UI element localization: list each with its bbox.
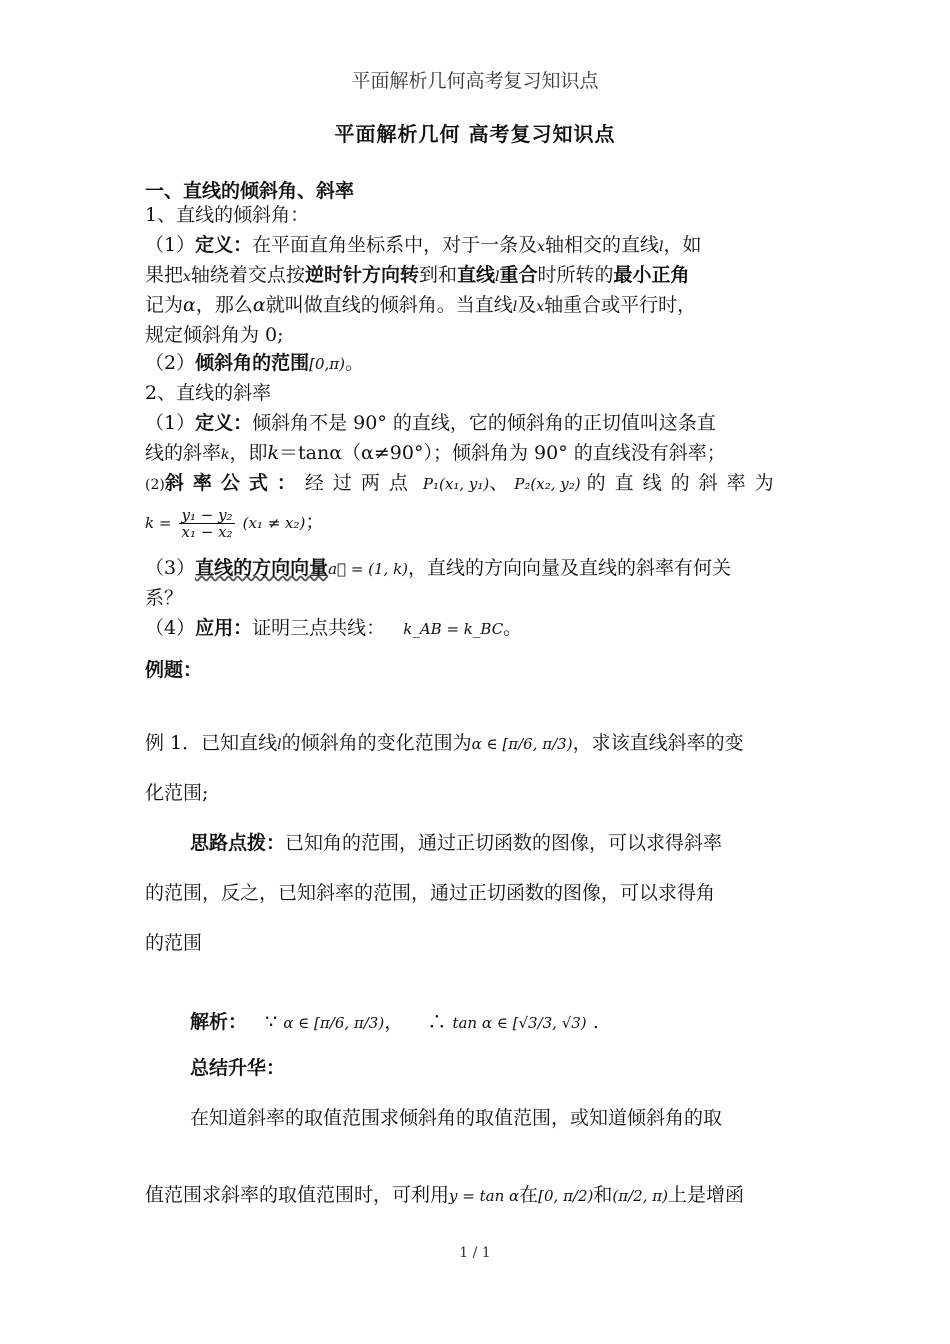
text: 、	[489, 472, 509, 494]
text: 线的斜率	[145, 442, 222, 464]
direction-vector-line-1	[145, 553, 731, 584]
definition-line-3	[145, 290, 696, 322]
math-tan-function: y = tan α	[449, 1187, 520, 1205]
math-l: l	[512, 299, 518, 315]
math-x: x	[537, 239, 546, 255]
document-title: 平面解析几何 高考复习知识点	[334, 122, 616, 146]
text: 到和	[418, 264, 457, 286]
bold-term: 解析：	[190, 1011, 248, 1033]
math-alpha: α	[252, 294, 266, 316]
math-point-p1: P₁(x₁, y₁)	[422, 475, 490, 493]
text: 时所转的	[537, 264, 614, 286]
example-1-line-1	[145, 728, 744, 760]
math-collinear: k_AB = k_BC	[403, 620, 504, 638]
therefore-symbol: ∴	[427, 1011, 447, 1033]
bold-term: 思路点拨：	[190, 832, 286, 854]
example-1-line-2: 化范围;	[145, 782, 209, 804]
item-number: (2)	[145, 477, 165, 493]
math-x: x	[536, 299, 545, 315]
slope-definition-line-1	[145, 408, 716, 438]
summary-label: 总结升华：	[190, 1057, 286, 1079]
text: 的倾斜角的变化范围为	[281, 732, 472, 754]
fraction-numerator: y₁ − y₂	[181, 505, 233, 524]
subheading-inclination: 1、直线的倾斜角：	[145, 204, 310, 226]
text: 及	[517, 294, 537, 316]
text: 。	[503, 617, 523, 639]
math-k: k	[267, 442, 280, 464]
text: ；	[305, 511, 325, 533]
text: .	[592, 1011, 599, 1033]
bold-term: 逆时针方向转	[304, 264, 419, 286]
text: 和	[593, 1184, 613, 1206]
bold-term: 斜率公式：	[164, 472, 305, 494]
math-k-equals: k =	[145, 514, 172, 532]
text: 经过两点	[304, 472, 417, 494]
text: 证明三点共线：	[252, 617, 386, 639]
text: 倾斜角不是 90° 的直线，它的倾斜角的正切值叫这条直	[252, 412, 716, 434]
because-symbol: ∵	[265, 1011, 278, 1033]
item-number: （1）	[145, 412, 196, 434]
text: ，直线的方向向量及直线的斜率有何关	[408, 557, 732, 579]
text: ，即	[229, 442, 268, 464]
summary-line-2	[145, 1180, 744, 1211]
text: 轴相交的直线	[545, 234, 660, 256]
slope-fraction	[179, 507, 234, 540]
math-alpha-range: α ∈ [π/6, π/3)	[283, 1014, 385, 1032]
page-header: 平面解析几何高考复习知识点	[351, 70, 599, 92]
bold-term: 应用：	[195, 617, 253, 639]
definition-line-4: 规定倾斜角为 0;	[145, 324, 284, 346]
inclination-range	[145, 348, 364, 379]
math-alpha: α	[183, 294, 196, 316]
math-l: l	[659, 239, 664, 255]
math-interval-1: [0, π/2)	[538, 1187, 594, 1205]
direction-vector-line-2: 系？	[145, 587, 184, 609]
text: 例 1．已知直线	[145, 732, 278, 754]
hint-line-3: 的范围	[145, 932, 203, 954]
text: 。	[344, 352, 364, 374]
item-number: （2）	[145, 352, 196, 374]
slope-definition-line-2	[145, 438, 726, 470]
examples-heading: 例题：	[145, 659, 203, 681]
definition-label: 定义：	[195, 234, 253, 256]
math-range: [0,π)	[309, 355, 345, 373]
hint-line-2: 的范围，反之，已知斜率的范围，通过正切函数的图像，可以求得角	[145, 882, 716, 904]
section-heading: 一、直线的倾斜角、斜率	[145, 180, 355, 202]
text: ，那么	[195, 294, 253, 316]
text: 就叫做直线的倾斜角。当直线	[265, 294, 513, 316]
item-number: （4）	[145, 617, 196, 639]
text: 果把	[145, 264, 184, 286]
hint-line-1	[190, 828, 722, 858]
summary-line-1: 在知道斜率的取值范围求倾斜角的取值范围，或知道倾斜角的取	[190, 1107, 723, 1129]
bold-term: 重合	[499, 264, 538, 286]
text: 值范围求斜率的取值范围时，可利用	[145, 1184, 450, 1206]
text: 已知角的范围，通过正切函数的图像，可以求得斜率	[285, 832, 723, 854]
bold-term: 最小正角	[613, 264, 690, 286]
definition-line-1	[145, 230, 702, 262]
item-number: （3）	[145, 557, 196, 579]
text: 上是增函	[667, 1184, 744, 1206]
math-vector: a⃗ = (1, k)	[328, 560, 409, 578]
fraction-denominator: x₁ − x₂	[181, 522, 233, 541]
text: 记为	[145, 294, 184, 316]
math-l: l	[494, 269, 500, 285]
solution-line	[190, 1007, 599, 1038]
bold-term: 直线	[456, 264, 495, 286]
math-point-p2: P₂(x₂, y₂)	[514, 475, 581, 493]
math-alpha-range: α ∈ [π/6, π/3)	[471, 735, 573, 753]
text: ＝tanα（α≠90°）；倾斜角为 90° 的直线没有斜率；	[279, 442, 726, 464]
text: 轴绕着交点按	[190, 264, 305, 286]
text: ，求该直线斜率的变	[572, 732, 744, 754]
definition-line-2	[145, 260, 690, 292]
page-number: 1 / 1	[459, 1245, 491, 1261]
text: 在平面直角坐标系中，对于一条及	[252, 234, 538, 256]
math-x: x	[183, 269, 191, 285]
subheading-slope: 2、直线的斜率	[145, 382, 272, 404]
slope-formula-line-2	[145, 502, 324, 543]
math-tan-range: tan α ∈ [√3/3, √3)	[452, 1014, 587, 1032]
math-interval-2: (π/2, π)	[612, 1187, 668, 1205]
item-number: （1）	[145, 234, 196, 256]
text: ，	[384, 1011, 404, 1033]
text: 的直线的斜率为	[586, 472, 783, 494]
application-line	[145, 613, 522, 644]
bold-term: 直线的方向向量	[195, 557, 329, 579]
math-condition: (x₁ ≠ x₂)	[242, 514, 306, 532]
math-l: l	[277, 737, 282, 753]
math-k: k	[221, 447, 230, 463]
slope-formula-line-1	[145, 468, 783, 500]
definition-label: 定义：	[195, 412, 253, 434]
text: ，如	[663, 234, 702, 256]
text: 在	[519, 1184, 539, 1206]
bold-term: 倾斜角的范围	[195, 352, 310, 374]
text: 轴重合或平行时，	[544, 294, 697, 316]
